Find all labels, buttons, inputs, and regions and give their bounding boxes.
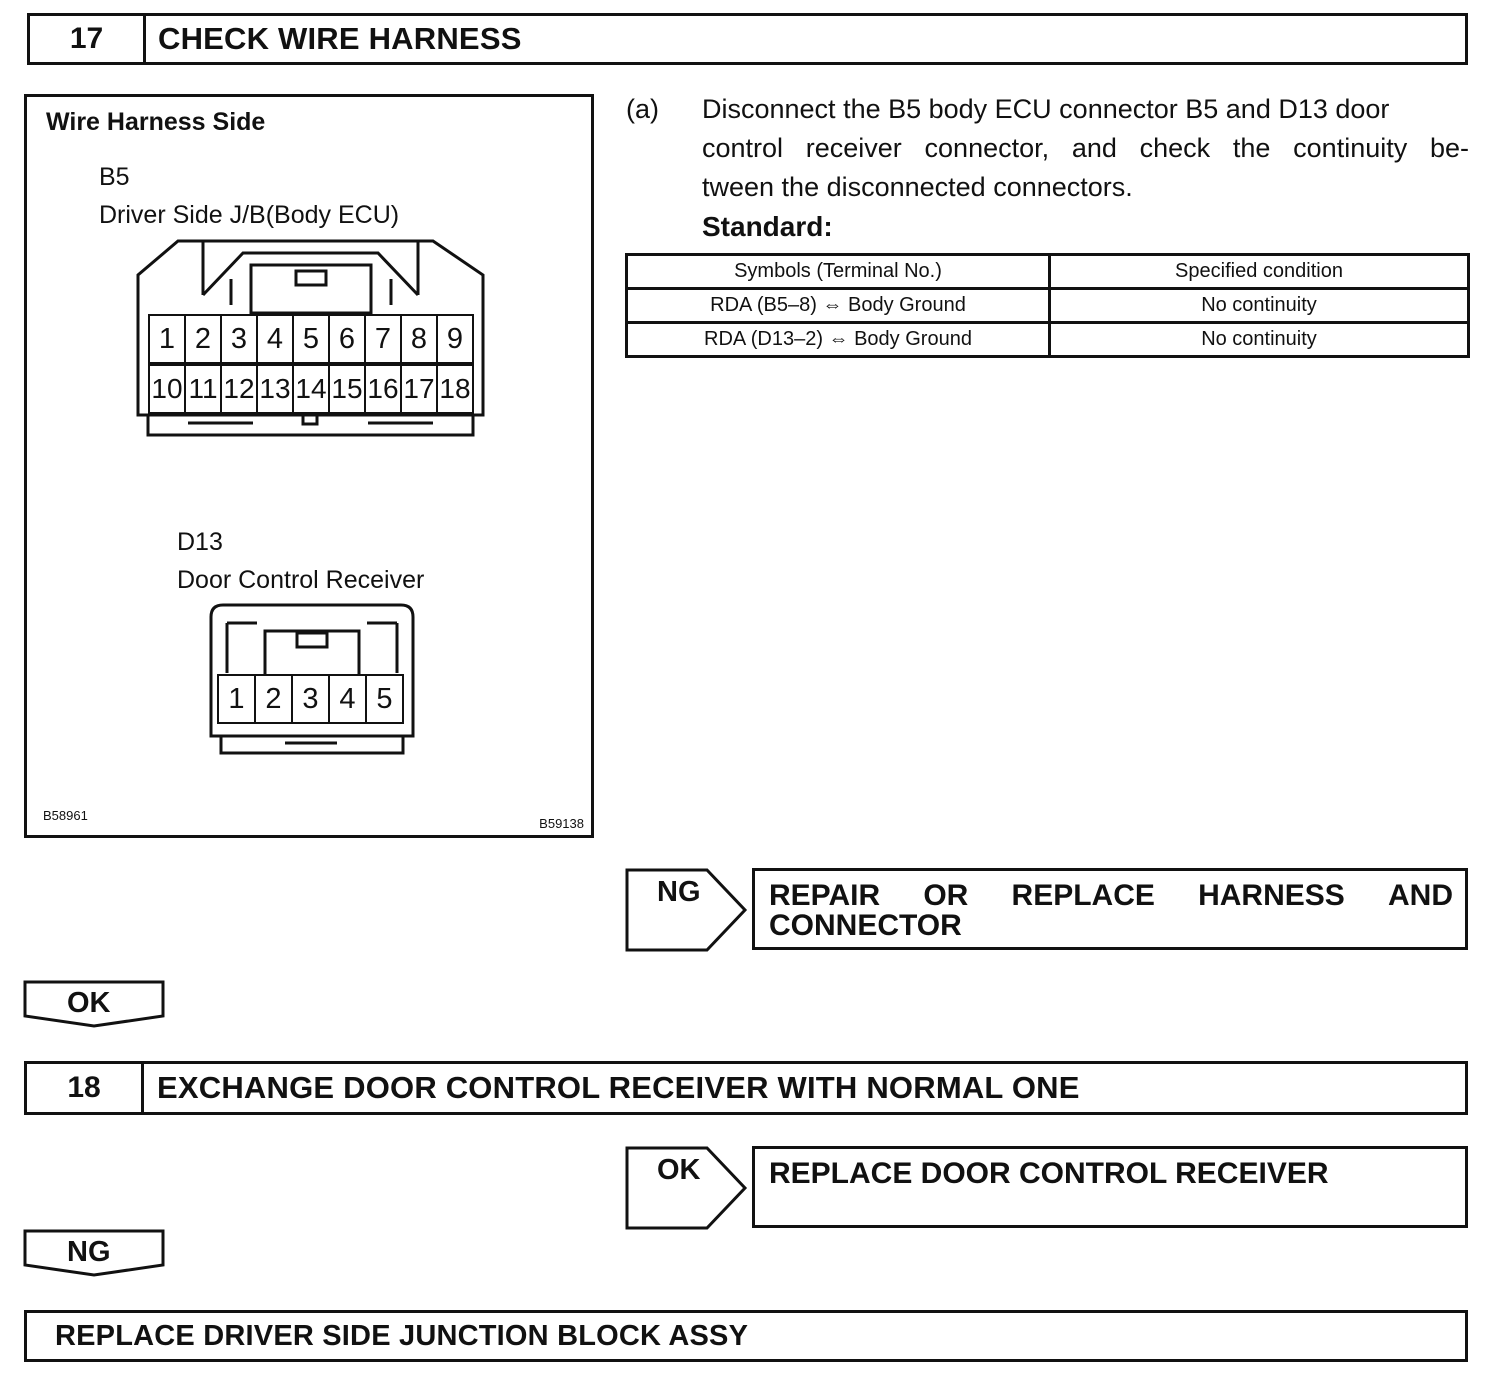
final-step-text: REPLACE DRIVER SIDE JUNCTION BLOCK ASSY	[55, 1319, 749, 1352]
spec-header-symbols: Symbols (Terminal No.)	[627, 255, 1050, 289]
ng-result-17-word-3: REPLACE	[1011, 879, 1155, 912]
spec-table-header	[627, 255, 1469, 289]
figure-heading: Wire Harness Side	[46, 108, 266, 136]
connector-pin: 8	[400, 314, 438, 364]
connector-pin: 2	[254, 674, 293, 724]
connector-pin: 4	[256, 314, 294, 364]
figure-code-right: B59138	[539, 816, 584, 831]
connector-pin: 5	[292, 314, 330, 364]
d13-name: Door Control Receiver	[177, 566, 425, 594]
step-18-number: 18	[27, 1064, 144, 1112]
standard-label: Standard:	[702, 211, 833, 242]
instruction-marker: (a)	[626, 94, 659, 124]
connector-pin: 9	[436, 314, 474, 364]
connector-pin: 17	[400, 364, 438, 414]
table-row	[627, 323, 1469, 357]
final-step-box	[24, 1310, 1468, 1362]
b5-pins-bottom	[150, 364, 474, 414]
ng-result-17-word-5: AND	[1388, 879, 1453, 912]
ng-result-17-word-1: REPAIR	[769, 879, 881, 912]
connector-pin: 4	[328, 674, 367, 724]
ng-result-17-word-2: OR	[923, 879, 969, 912]
instruction-line-1: Disconnect the B5 body ECU connector B5 and D13 door	[702, 94, 1390, 124]
connector-pin: 3	[220, 314, 258, 364]
connector-pin: 2	[184, 314, 222, 364]
ng-arrow-17-label: NG	[657, 876, 701, 908]
spec-row-1-symbols: RDA (B5–8) ⇔ Body Ground	[627, 289, 1050, 323]
step-17-title: CHECK WIRE HARNESS	[158, 21, 522, 56]
d13-pins	[219, 674, 404, 724]
ok-result-18-text: REPLACE DOOR CONTROL RECEIVER	[769, 1157, 1329, 1190]
d13-code: D13	[177, 528, 223, 556]
ok-down-arrow-17-label: OK	[67, 987, 111, 1019]
connector-figure	[24, 94, 594, 838]
ng-result-17-line2: CONNECTOR	[769, 909, 962, 942]
connector-pin: 14	[292, 364, 330, 414]
spec-row-2-symbols: RDA (D13–2) ⇔ Body Ground	[627, 323, 1050, 357]
connector-pin: 12	[220, 364, 258, 414]
step-18-header	[24, 1061, 1468, 1115]
connector-pin: 1	[217, 674, 256, 724]
step-17-number: 17	[30, 16, 146, 62]
connector-pin: 6	[328, 314, 366, 364]
ng-result-17-word-4: HARNESS	[1198, 879, 1345, 912]
ok-result-18-box	[752, 1146, 1468, 1228]
b5-code: B5	[99, 163, 130, 191]
connector-pin: 16	[364, 364, 402, 414]
connector-pin: 1	[148, 314, 186, 364]
step-18-title: EXCHANGE DOOR CONTROL RECEIVER WITH NORMAL ONE	[157, 1070, 1080, 1105]
connector-pin: 15	[328, 364, 366, 414]
spec-row-1-condition: No continuity	[1050, 289, 1469, 323]
connector-pin: 3	[291, 674, 330, 724]
connector-pin: 18	[436, 364, 474, 414]
instruction-line-2: control receiver connector, and check the continuity be-	[702, 133, 1469, 163]
connector-pin: 5	[365, 674, 404, 724]
ok-arrow-18-label: OK	[657, 1154, 701, 1186]
ng-result-17-box	[752, 868, 1468, 950]
spec-header-condition: Specified condition	[1050, 255, 1469, 289]
step-17-header	[27, 13, 1468, 65]
ng-down-arrow-18-label: NG	[67, 1236, 111, 1268]
instruction-line-3: tween the disconnected connectors.	[702, 172, 1133, 202]
b5-pins-top	[150, 314, 474, 364]
figure-code-left: B58961	[43, 808, 88, 823]
connector-pin: 10	[148, 364, 186, 414]
spec-table	[625, 253, 1470, 358]
spec-row-2-condition: No continuity	[1050, 323, 1469, 357]
table-row	[627, 289, 1469, 323]
connector-pin: 11	[184, 364, 222, 414]
b5-name: Driver Side J/B(Body ECU)	[99, 201, 400, 229]
connector-pin: 13	[256, 364, 294, 414]
ng-result-17-line1	[769, 881, 1453, 911]
connector-pin: 7	[364, 314, 402, 364]
